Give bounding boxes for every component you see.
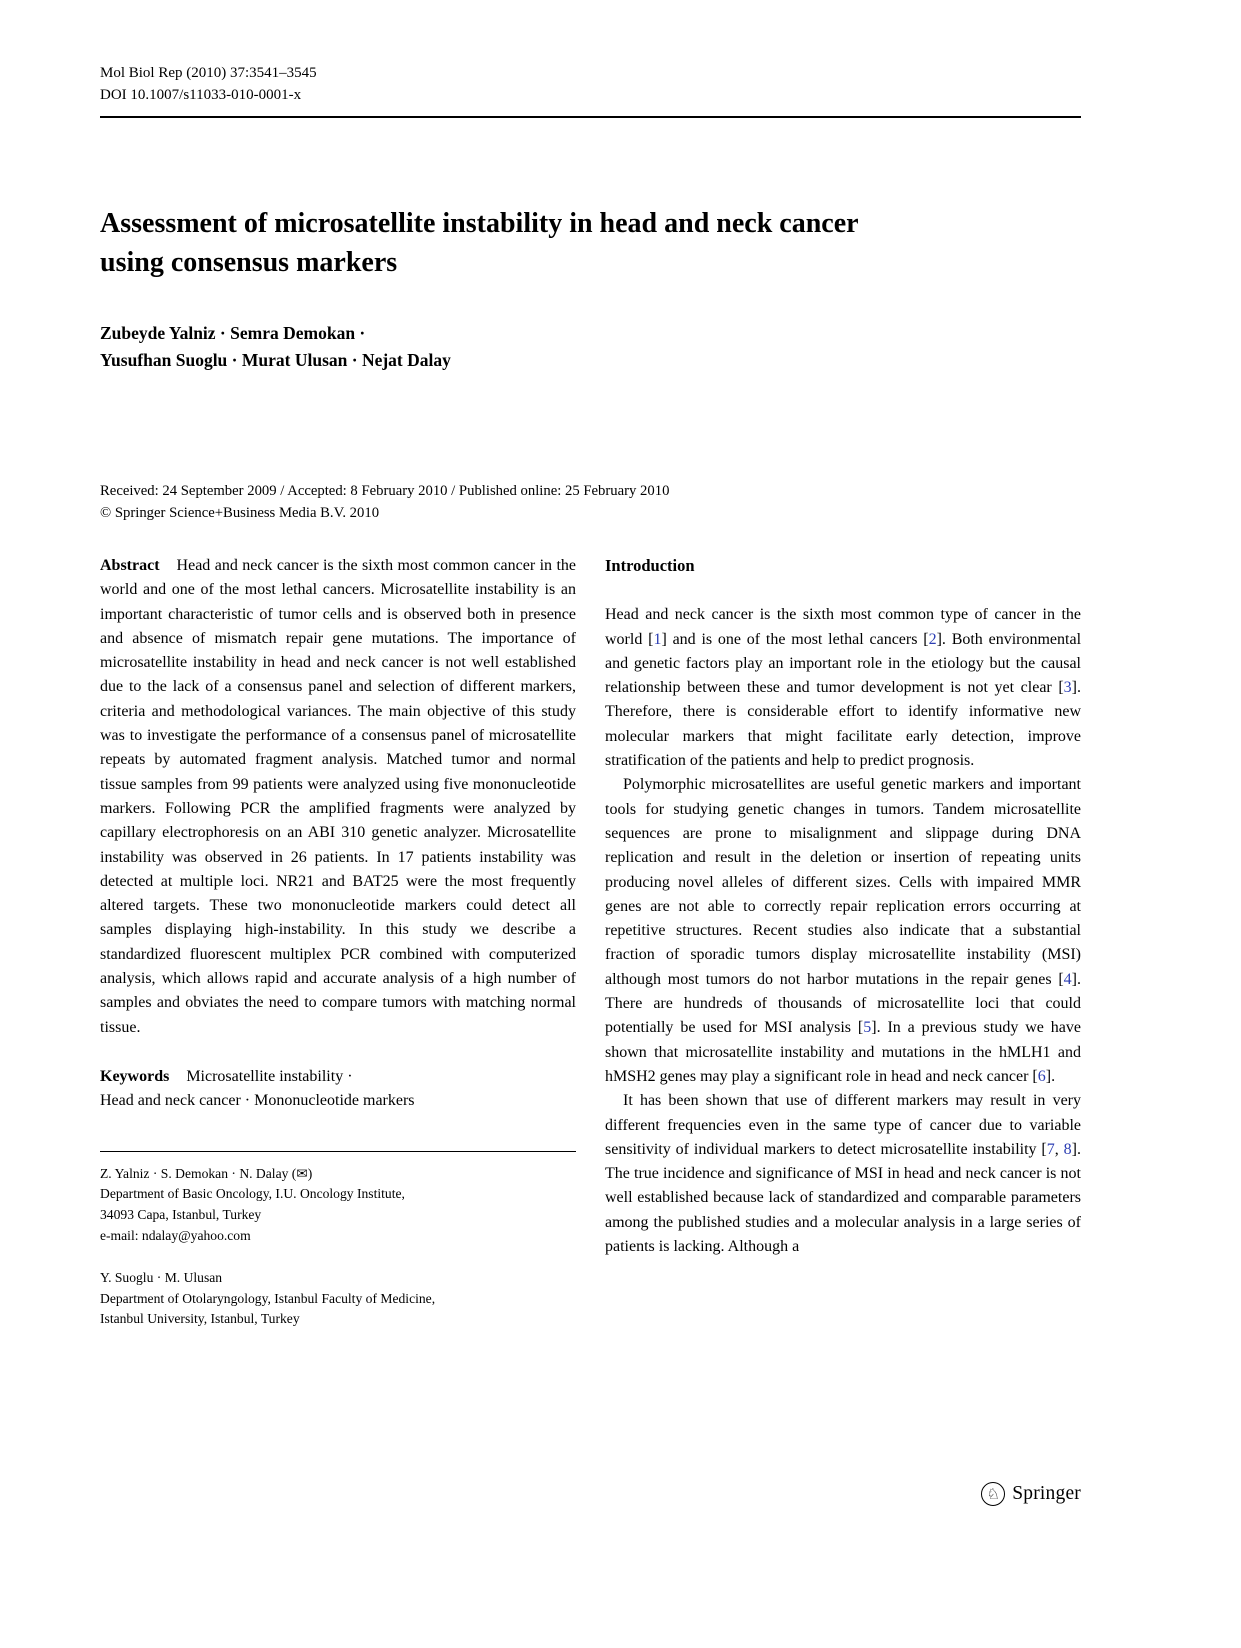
- paragraph-text: ]. Therefore, there is considerable effort to identify informative new molecular markers that might facilitate early detection, improve stratification of the patients and help to predict prognosis.: [605, 679, 1081, 770]
- doi: DOI 10.1007/s11033-010-0001-x: [100, 87, 302, 103]
- springer-logo-text: Springer: [1012, 1483, 1081, 1504]
- citation-link[interactable]: 5: [863, 1019, 872, 1037]
- introduction-paragraph-3: [605, 1089, 1081, 1259]
- affiliation-2: [100, 1268, 576, 1330]
- springer-logo: [981, 1482, 1081, 1506]
- springer-horse-icon: ♘: [981, 1482, 1005, 1506]
- paragraph-text: ].: [1045, 1067, 1056, 1085]
- corresponding-email[interactable]: e-mail: ndalay@yahoo.com: [100, 1227, 251, 1243]
- paper-title: [100, 204, 1081, 282]
- author-list: [100, 320, 1081, 374]
- paragraph-text: It has been shown that use of different markers may result in very different frequencies even in the same type of cancer due to variable sensitivity of individual markers to detect microsatellite instability [: [605, 1092, 1081, 1158]
- affiliation-2-department: Department of Otolaryngology, Istanbul Faculty of Medicine,: [100, 1290, 436, 1306]
- abstract-paragraph: [100, 554, 576, 1040]
- keywords-line1: Microsatellite instability ·: [186, 1067, 353, 1085]
- keywords-line2: Head and neck cancer · Mononucleotide markers: [100, 1092, 415, 1110]
- affiliation-1-address: 34093 Capa, Istanbul, Turkey: [100, 1207, 262, 1223]
- citation-link[interactable]: 4: [1063, 970, 1072, 988]
- two-column-body: [100, 554, 1081, 1330]
- authors-line1: Zubeyde Yalniz · Semra Demokan ·: [100, 323, 366, 343]
- affiliation-1-department: Department of Basic Oncology, I.U. Oncology Institute,: [100, 1186, 405, 1202]
- paragraph-text: Polymorphic microsatellites are useful genetic markers and important tools for studying genetic changes in tumors. Tandem microsatellite sequences are prone to misalignment and slippage during DNA replication and result in the deletion or insertion of repeating units producing novel alleles of different sizes. Cells with impaired MMR genes are not able to correctly repair replication errors occurring at repetitive structures. Recent studies also indicate that a substantial fraction of sporadic tumors display microsatellite instability (MSI) although most tumors do not harbor mutations in the repair genes [: [605, 776, 1081, 988]
- paper-title-line2: using consensus markers: [100, 247, 398, 278]
- affiliation-2-address: Istanbul University, Istanbul, Turkey: [100, 1311, 300, 1327]
- received-accepted-published-line: Received: 24 September 2009 / Accepted: 8 February 2010 / Published online: 25 February 2010: [100, 483, 670, 499]
- citation-link[interactable]: 3: [1063, 679, 1072, 697]
- keywords-label: Keywords: [100, 1067, 170, 1085]
- paragraph-text: ]. There are hundreds of thousands of microsatellite loci that could potentially be used for MSI analysis [: [605, 970, 1081, 1037]
- copyright-line: © Springer Science+Business Media B.V. 2010: [100, 505, 380, 521]
- affiliation-1: [100, 1164, 576, 1247]
- introduction-paragraph-1: [605, 603, 1081, 773]
- paper-title-line1: Assessment of microsatellite instability in head and neck cancer: [100, 208, 859, 239]
- paragraph-text: ]. The true incidence and significance of MSI in head and neck cancer is not well established because lack of standardized and comparable parameters among the published studies and a molecular analysis in a large series of patients is lacking. Although a: [605, 1140, 1081, 1256]
- introduction-heading: Introduction: [605, 556, 695, 575]
- introduction-paragraph-2: [605, 773, 1081, 1089]
- keywords-paragraph: [100, 1065, 576, 1114]
- citation-link[interactable]: 6: [1037, 1067, 1046, 1085]
- citation-link[interactable]: 1: [653, 630, 662, 648]
- paragraph-text: ] and is one of the most lethal cancers [: [661, 630, 929, 648]
- affiliation-1-authors: Z. Yalniz · S. Demokan · N. Dalay (✉): [100, 1165, 313, 1181]
- paragraph-text: ,: [1054, 1140, 1064, 1158]
- left-column: [100, 554, 576, 1330]
- journal-reference: Mol Biol Rep (2010) 37:3541–3545: [100, 65, 317, 81]
- paragraph-text: ]. In a previous study we have shown that microsatellite instability and mutations in the hMLH1 and hMSH2 genes may play a significant role in head and neck cancer [: [605, 1019, 1082, 1085]
- citation-link[interactable]: 7: [1046, 1140, 1055, 1158]
- right-column: [605, 554, 1081, 1259]
- header-rule: [100, 116, 1081, 118]
- citation-link[interactable]: 8: [1063, 1140, 1072, 1158]
- citation-link[interactable]: 2: [928, 630, 937, 648]
- paragraph-text: Head and neck cancer is the sixth most common type of cancer in the world [: [605, 606, 1081, 648]
- authors-line2: Yusufhan Suoglu · Murat Ulusan · Nejat Dalay: [100, 350, 451, 370]
- affiliation-2-authors: Y. Suoglu · M. Ulusan: [100, 1269, 223, 1285]
- abstract-label: Abstract: [100, 557, 160, 574]
- paragraph-text: ]. Both environmental and genetic factors play an important role in the etiology but the causal relationship between these and tumor development is not yet clear [: [605, 630, 1082, 697]
- footnote-rule: [100, 1151, 576, 1152]
- abstract-text: Head and neck cancer is the sixth most common cancer in the world and one of the most lethal cancers. Microsatellite instability is an important characteristic of tumor cells and is observed both in presence and absence of mismatch repair gene mutations. The importance of microsatellite instability in head and neck cancer is not well established due to the lack of a consensus panel and selection of different markers, criteria and methodological variances. The main objective of this study was to investigate the performance of a consensus panel of microsatellite repeats by automated fragment analysis. Matched tumor and normal tissue samples from 99 patients were analyzed using five mononucleotide markers. Following PCR the amplified fragments were analyzed by capillary electrophoresis on an ABI 310 genetic analyzer. Microsatellite instability was observed in 26 patients. In 17 patients instability was detected at multiple loci. NR21 and BAT25 were the most frequently altered targets. These two mononucleotide markers could detect all samples displaying high-instability. In this study we describe a standardized fluorescent multiplex PCR combined with computerized analysis, which allows rapid and accurate analysis of a high number of samples and obviates the need to compare tumors with matching normal tissue.: [100, 557, 576, 1036]
- article-history: [100, 480, 1081, 524]
